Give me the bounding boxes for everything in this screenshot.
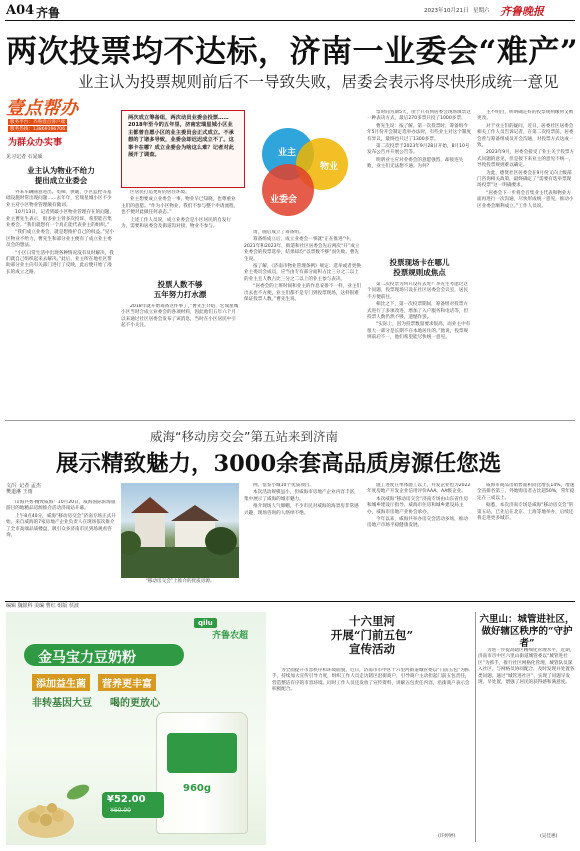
story1-col2: 区居民打造更好的居住环境。 业主想要成立业委会一事，物业早已知晓。也尊重业主们的意愿。“作为小区物业，我们不参与整个申请流程，也不便对此做任何表态。” 上述工作人员说，成立业委会是小区居民的自发行为，需要和居委会及街道沟对接，物业不参与。 <box>121 190 239 230</box>
ad-price-tag <box>102 792 164 818</box>
ad-slogan-3: 非转基因大豆 <box>32 698 92 709</box>
ad-soybeans <box>16 762 106 842</box>
story3-byline: (许婷婷) <box>438 834 456 839</box>
masthead-rule <box>5 20 575 21</box>
story1-col1: 外来车辆随意进出、电梯、供暖、小区监控等基础设施时常出现问题……去年年，宏瑞星城小区不少业主对小区物业管理颇有微词。 10月13日，记者到敲小区物业管理存在的问题，业主曹先生表示，很多业主曾多次投诉、希望能召集业委会。“我们就想有一个真正能代表业主的组织。” “我们成立业委会，就是想推护自己的权益。”见小区物业不给力，曹先生和部分业主便有了成立业主委员会的想法。 “小区日常生活中出现各种情况没有及时解决，我们就自己组织起来去解决。”此后，业主所在地社区帮助部分业主向有关部门进行了反映，此后便开始了漫长的成立之路。 <box>6 190 114 275</box>
column-tag: 为群众办实事 <box>8 138 63 148</box>
story2-headline: 展示精致魅力，3000余套高品质房源任您选 <box>56 451 502 477</box>
section-name: 齐鲁 <box>36 6 61 20</box>
ad-slogan-1: 添加益生菌 <box>32 674 90 691</box>
ad-brand: 齐鲁农超 <box>212 631 249 641</box>
story1-subhead: 业主认为投票规则前后不一导致失败，居委会表示将尽快形成统一意见 <box>78 73 559 91</box>
story2-photo <box>121 483 239 578</box>
story1-divider <box>5 420 575 421</box>
story1-subhead-1: 业主认为物业不给力 提出成立业委会 <box>27 166 95 185</box>
story1-reporter: 见习记者 石晁硕 <box>6 154 43 160</box>
ad-slogan-2: 营养更丰富 <box>98 674 156 691</box>
venn-label-committee: 业委会 <box>270 195 298 205</box>
issue-date: 2023年10月21日 <box>424 8 469 14</box>
story2-col1: 山海共秀·精致威海！10月20日，威海国际滨海旅游目的地精品房源推介活动济南站开幕。 上午8点40分，威海“移动房交会”济南专场正式开始。来自威海的7家房地产企业负责人在现场依次推介了全市高端品质楼盘，吸引众多济南市民到场观看咨询。 <box>6 500 116 539</box>
ad-block <box>6 612 266 845</box>
story4-byline: (吴佳惠) <box>540 834 558 839</box>
issue-weekday: 星期六 <box>473 8 490 14</box>
callout-text: 两次成立筹备组，两次动员业委会投票……2018年至今的五年里，济南宏瑞星城小区业主都曾自愿小区的业主委员会正式成立。不承想的了诸多导致，业委会却迟迟成立不了。这事卡在哪？成立业委会为啥这么难？记者对此展开了调查。 <box>128 115 234 159</box>
story2-col4: 威海市商品房销售面积同比增长14%，增速全省排名第三，外地购房者占比超50%，常年稳定在三成以上。 据悉，本次济南专场是威海“移动房交会”的第五站，已先后在北京、上海等地举办，后续还将走进更多城市。 <box>477 483 575 522</box>
column-contact-1: 服务平台：齐鲁壹点客户端 <box>10 120 66 125</box>
page-number: A04 <box>6 3 35 18</box>
ad-badge: qilu <box>194 618 217 628</box>
story1-callout <box>121 110 245 188</box>
story1-headline: 两次投票均不达标，济南一业委会“难产” <box>6 34 579 70</box>
story1-col4: 票时间为期5天，由于只有到居委会现场填票这一种表决方式，最后270多票只投了1000多票。 曹先生说：按了解，第一次投票时，筹备组今年5月份开会制定选举办法时，有些业主对这个制度有异议，最终也只过了1300多票。 第二次投票于2023年9月28日开始，8月10号发布公告并开展公告等。 明明业主应对业委会的意愿强烈，却接连失败，业主们无法想不通。为何？ <box>367 110 471 170</box>
ad-price-new: ¥52.00 <box>107 794 146 805</box>
story2-col3: 施工进度在单体施工以上，并发企业也为2022年度房地产开发企业信用评价AAA、AA级企业。 本次威海“移动房交会”济南专场由山东省住房和城乡建设厅指导，威海市住房和城乡建设局主办，威海市房地产业协会承办。 今年以来，威海共举办房交会活动多场，推动房地产市场平稳健康发展。 <box>367 483 471 529</box>
story2-col2: 例。借鉴小城10个优质项目。 本次活动规模虽小，但威海市房地产企业内容丰富，集中展示了威海的城市魅力。 推介现场人气爆棚，不少市民对威海的海景房非常感兴趣，现场咨询的人络绎不绝。 <box>244 483 359 516</box>
story4-divider <box>475 612 476 842</box>
venn-diagram <box>244 112 366 226</box>
story2-reporter: 文/片 记者 孟杰 樊道淋 王雨 <box>6 483 41 496</box>
story2-kicker: 威海“移动房交会”第五站来到济南 <box>150 429 338 444</box>
ad-slogan-4: 喝的更放心 <box>110 698 160 709</box>
story3-body: 为全面提升市容秩序和环境面貌，近日，济南市市中区十六里河街道城管委以“门前五包”为抓手，持续加大宣传引导力度，组织工作人员走访辖区沿街商户，引导商户主动担起门前五包责任，营造整洁有序的市容环境。同时工作人员还发放了宣传资料，讲解五包责任内容，沿街商户表示会积极配合。 <box>272 668 470 693</box>
column-contact-2: 服务热线：13869196706 <box>10 127 66 132</box>
story4-body: 为进一步提高辖区精细化管理水平，近期，济南市市中区六里山街道城管委以“城管进社区”为抓手，推行社区网格化管理，城管队员深入社区，与网格员协同配合，及时发现并处置各类问题。通过“城管进社区”，实现了问题早发现、早处置，增强了居民的获得感和满意度。 <box>478 648 575 686</box>
venn-label-owner: 业主 <box>278 148 297 158</box>
story3-headline: 十六里河 开展“门前五包” 宣传活动 <box>330 614 414 656</box>
venn-graphic <box>244 112 366 226</box>
story1-col3: 请，随后成立了筹备组。 筹备组成立后，成立业委会一事就“正在推进”中。2021年和2023年，街道和社区居委会先后两次“开”成立业委会的投票选举，结果却均“以票数不够”而失败。曹先生说。 按了解，《济南市物业管理条例》规定：选举或者更换业主委员会成员，应当由专有部分面积占比三分之二以上的业主且人数占比三分之二以上的业主参与表决。 “居委会的上班时间和业主的作息安排不一样，业主们出去也不方便，业主们都不是专门到投票现场，这样很难保证投票人数。”曹先生说。 <box>244 230 362 303</box>
story1-col5: 第二次投票为何只设有去处？李先生考虑过这个问题，投票现场只设在社区居委会会议室，居民不方便前往。 相比之下，第一次投票期间，筹备组对投票方式进行了多项改进，增加了入户服务和电话等，但投票人数仍然不够，遗憾作罢。 “实际上，因为投票数量要求很高，而业主中有很大一部分是长期不在本地居住的。”他说，投票规则前后不一，他们希望能尽快统一意见。 <box>367 282 471 341</box>
story4-headline: 六里山：城管进社区， 做好辖区秩序的“守护者” <box>479 614 575 649</box>
footer-credit: 编辑 魏银科 美编 曹红 组版 侯波 <box>6 603 79 609</box>
ad-price-old: ¥60.00 <box>110 807 131 814</box>
ad-weight: 960g <box>183 783 212 794</box>
column-brand-box <box>6 94 114 150</box>
story1-subhead-3: 投票现场卡在哪儿 投票规则成焦点 <box>389 258 450 277</box>
story1-subhead-2: 投票人数不够 五年努力打水漂 <box>153 280 207 299</box>
paper-logo: 齐鲁晚报 <box>500 5 544 18</box>
ad-product-can <box>156 712 248 834</box>
story1-col2b: 2018年就开始筹备这件事了，”曹先生介绍，宏瑞星城小区当时合成立业委会的各项材料，因此他们五年六个月以来通过社区居委会发布了该消息，当时在小区居民中引起不小关注。 <box>121 304 239 329</box>
venn-label-property: 物业 <box>320 162 339 172</box>
footer-rule <box>5 601 575 602</box>
story1-col6: 主不明白，明明确定好的投票规则缘何又被更改。 对于业主们的疑问，近日，居委社区居委会相关工作人员告诉记者，在第二次投票前，居委会曾与筹备组成员开会沟通，对投票方式达成一致。 2023年9月，居委会接受了业主关于投票方式问题的意见，但是接下来业主的意见不统一，导致投票规则难以确定。 为此，德贤社区居委会在9月份又向上级部门咨询相关政策，最终确定了“需要有选举票现场投票”这一明确要求。 “居委会下一步将会召集业主代表和物业方面再进行一次沟通，尽快形成统一意见，推动小区业委会顺利成立。”工作人员说。 <box>477 110 575 209</box>
masthead <box>0 0 580 20</box>
ad-product-name: 金马宝力豆奶粉 <box>38 650 136 666</box>
column-brand-logo: 壹点帮办 <box>6 98 78 119</box>
photo-scene <box>121 483 239 578</box>
photo-caption: “移动房交会”上推介的优质房源。 <box>145 579 215 584</box>
